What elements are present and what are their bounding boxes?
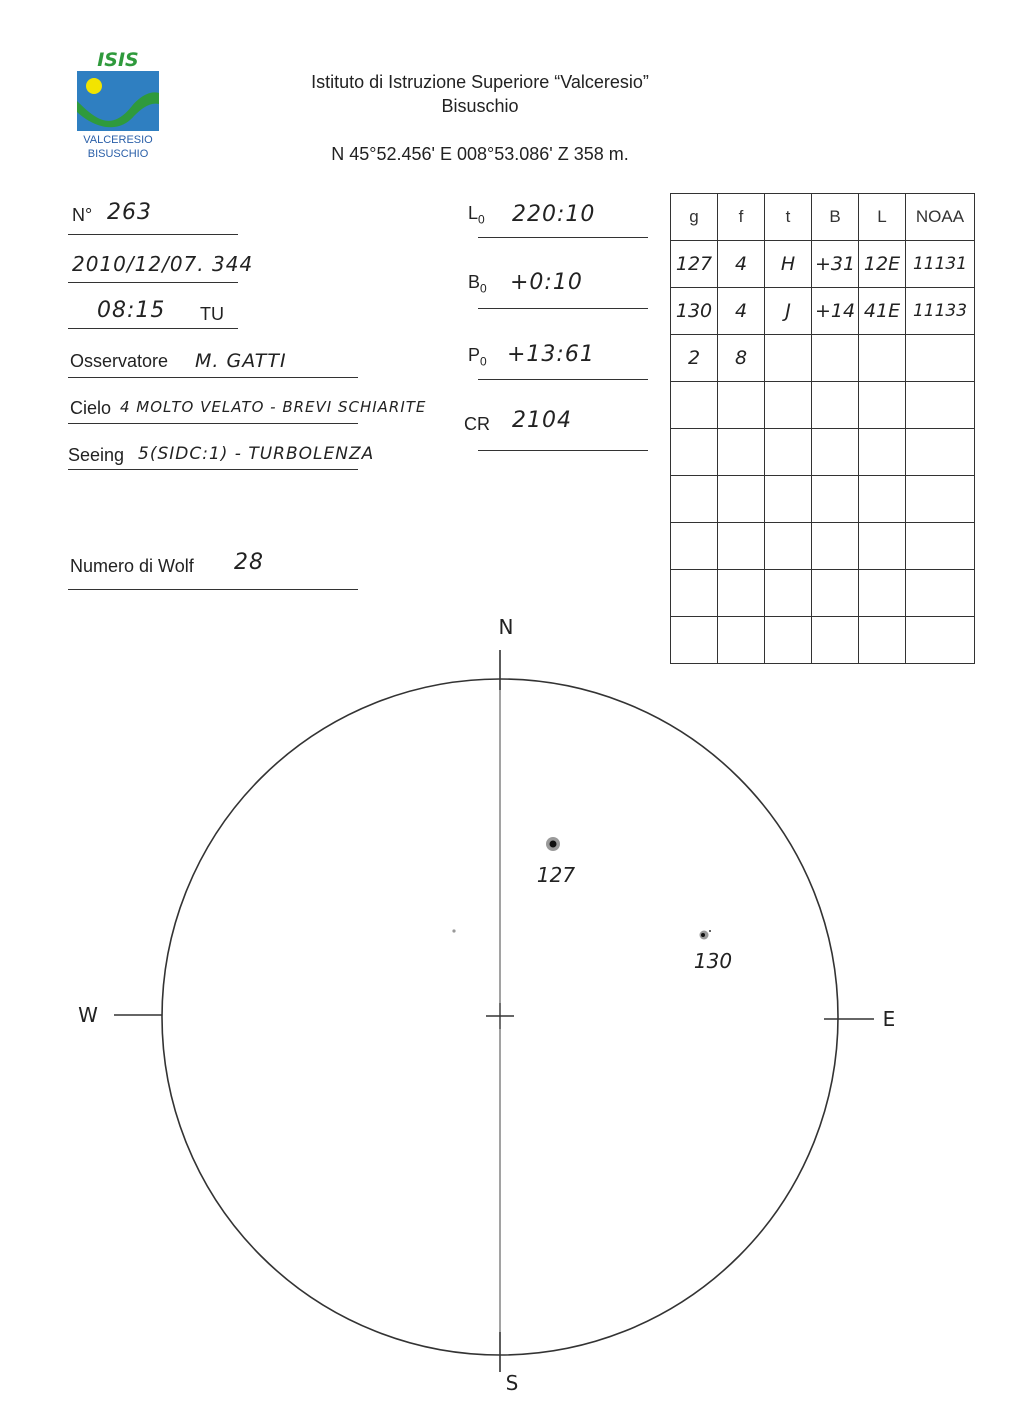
scan-speck xyxy=(452,929,455,932)
institute-town: Bisuschio xyxy=(441,96,519,116)
table-cell xyxy=(718,429,765,476)
table-cell xyxy=(859,382,906,429)
table-cell xyxy=(859,335,906,382)
table-header-cell: L xyxy=(859,194,906,241)
station-coordinates: N 45°52.456' E 008°53.086' Z 358 m. xyxy=(331,144,629,164)
table-cell: +14 xyxy=(812,288,859,335)
number-value: 263 xyxy=(107,200,152,225)
sunspot-umbra xyxy=(550,841,557,848)
east-label: E xyxy=(882,1007,896,1031)
isis-logo xyxy=(72,46,164,164)
table-cell: +31 xyxy=(812,241,859,288)
north-label: N xyxy=(498,615,514,639)
logo-caption-1: VALCERESIO xyxy=(83,134,153,146)
table-cell xyxy=(765,382,812,429)
table-header-cell: g xyxy=(671,194,718,241)
seeing-underline xyxy=(68,469,358,470)
sunspot-umbra xyxy=(701,933,705,937)
logo-caption-2: BISUSCHIO xyxy=(87,148,149,160)
number-label: N° xyxy=(72,205,93,225)
table-cell xyxy=(671,382,718,429)
observer-value: M. GATTI xyxy=(195,350,287,372)
table-cell xyxy=(906,523,975,570)
table-cell xyxy=(812,523,859,570)
sunspot-groups-table xyxy=(670,193,975,664)
time-unit: TU xyxy=(200,304,224,324)
table-cell xyxy=(765,335,812,382)
table-cell xyxy=(906,429,975,476)
P0-value: +13:61 xyxy=(507,342,595,367)
table-header-row xyxy=(671,194,975,241)
table-cell: 130 xyxy=(671,288,718,335)
seeing-label: Seeing xyxy=(68,445,125,465)
sky-label: Cielo xyxy=(70,398,112,418)
observer-underline xyxy=(68,377,358,378)
table-cell xyxy=(671,476,718,523)
L0-value: 220:10 xyxy=(512,202,596,227)
table-cell xyxy=(671,429,718,476)
wolf-value: 28 xyxy=(234,550,264,575)
B0-value: +0:10 xyxy=(510,270,583,295)
sunspot-group-label: 127 xyxy=(536,863,576,887)
time-underline xyxy=(68,328,238,329)
L0-underline xyxy=(478,237,648,238)
sky-value: 4 MOLTO VELATO - BREVI SCHIARITE xyxy=(120,398,427,416)
south-label: S xyxy=(505,1371,519,1395)
sunspot-group-label: 130 xyxy=(693,949,733,973)
B0-label: $B_0$ xyxy=(468,272,487,296)
date-value: 2010/12/07. 344 xyxy=(72,252,254,276)
table-cell xyxy=(718,382,765,429)
table-cell xyxy=(859,429,906,476)
table-cell xyxy=(906,382,975,429)
table-row xyxy=(671,241,975,288)
CR-value: 2104 xyxy=(512,408,572,433)
table-cell xyxy=(812,335,859,382)
table-cell xyxy=(812,429,859,476)
L0-label: $L_0$ xyxy=(468,203,485,227)
table-cell: 2 xyxy=(671,335,718,382)
solar-disk-drawing xyxy=(0,600,1024,1400)
table-cell xyxy=(906,335,975,382)
sky-underline xyxy=(68,423,358,424)
CR-underline xyxy=(478,450,648,451)
time-value: 08:15 xyxy=(97,298,166,323)
table-row xyxy=(671,476,975,523)
number-underline xyxy=(68,234,238,235)
table-cell xyxy=(718,476,765,523)
table-row xyxy=(671,335,975,382)
table-cell xyxy=(812,382,859,429)
table-row xyxy=(671,429,975,476)
table-cell: 4 xyxy=(718,241,765,288)
logo-text: ISIS xyxy=(97,49,139,71)
observer-label: Osservatore xyxy=(70,351,169,371)
west-label: W xyxy=(78,1003,98,1027)
table-cell: H xyxy=(765,241,812,288)
table-cell: J xyxy=(765,288,812,335)
table-row xyxy=(671,382,975,429)
wolf-underline xyxy=(68,589,358,590)
wolf-label: Numero di Wolf xyxy=(70,556,194,576)
table-cell xyxy=(812,476,859,523)
sunspot-group-130 xyxy=(694,930,732,973)
P0-underline xyxy=(478,379,648,380)
table-cell: 127 xyxy=(671,241,718,288)
table-row xyxy=(671,523,975,570)
sunspot-group-127 xyxy=(537,837,575,887)
institute-name: Istituto di Istruzione Superiore “Valceresio” xyxy=(311,72,649,92)
date-underline xyxy=(68,282,238,283)
table-cell xyxy=(765,523,812,570)
table-cell xyxy=(859,476,906,523)
table-cell xyxy=(906,476,975,523)
B0-underline xyxy=(478,308,648,309)
table-cell xyxy=(671,523,718,570)
table-row xyxy=(671,288,975,335)
logo-graphic xyxy=(72,46,164,164)
P0-label: $P_0$ xyxy=(468,345,487,369)
table-cell: 11131 xyxy=(906,241,975,288)
CR-label: CR xyxy=(464,414,490,434)
table-cell xyxy=(859,523,906,570)
table-cell: 11133 xyxy=(906,288,975,335)
table-cell: 4 xyxy=(718,288,765,335)
table-cell xyxy=(765,476,812,523)
table-cell xyxy=(718,523,765,570)
sunspot-pore xyxy=(709,930,711,932)
table-header-cell: f xyxy=(718,194,765,241)
table-cell: 41E xyxy=(859,288,906,335)
table-header-cell: B xyxy=(812,194,859,241)
table-header-cell: t xyxy=(765,194,812,241)
table-cell xyxy=(765,429,812,476)
table-cell: 12E xyxy=(859,241,906,288)
table-header-cell: NOAA xyxy=(906,194,975,241)
table-cell: 8 xyxy=(718,335,765,382)
seeing-value: 5(SIDC:1) - TURBOLENZA xyxy=(138,444,375,464)
